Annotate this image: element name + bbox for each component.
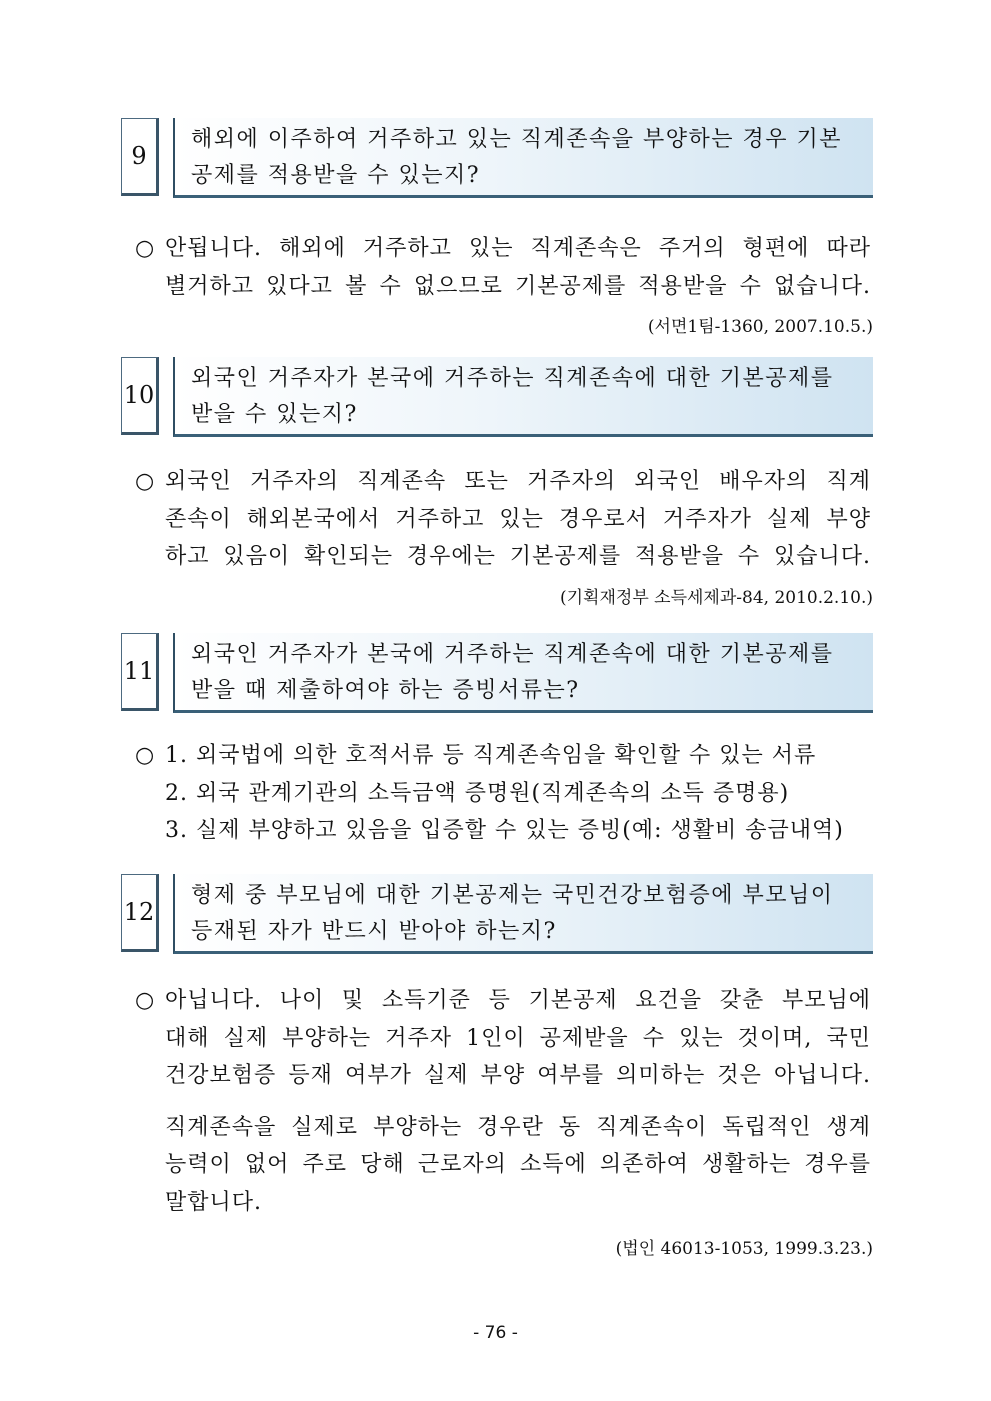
question-header bbox=[121, 633, 873, 715]
question-box bbox=[173, 633, 873, 713]
question-number: 12 bbox=[121, 874, 159, 952]
question-line: 외국인 거주자가 본국에 거주하는 직계존속에 대한 기본공제를 bbox=[191, 366, 834, 391]
question-box bbox=[173, 874, 873, 954]
answer-line: 아닙니다. 나이 및 소득기준 등 기본공제 요건을 갖춘 부모님에 bbox=[165, 988, 871, 1013]
list-item: 3. 실제 부양하고 있음을 입증할 수 있는 증빙(예: 생활비 송금내역) bbox=[165, 818, 844, 843]
question-line: 받을 때 제출하여야 하는 증빙서류는? bbox=[191, 678, 580, 703]
answer-line: 안됩니다. 해외에 거주하고 있는 직계존속은 주거의 형편에 따라 bbox=[165, 236, 871, 261]
answer bbox=[121, 230, 873, 347]
bullet-circle-icon: ○ bbox=[135, 988, 155, 1013]
question-number: 9 bbox=[121, 118, 159, 196]
question-line: 형제 중 부모님에 대한 기본공제는 국민건강보험증에 부모님이 bbox=[191, 883, 834, 908]
answer-line: 별거하고 있다고 볼 수 없으므로 기본공제를 적용받을 수 없습니다. bbox=[165, 273, 871, 299]
answer bbox=[121, 982, 873, 1269]
answer-list bbox=[121, 737, 873, 850]
question-header bbox=[121, 874, 873, 956]
qa-item-9 bbox=[121, 118, 873, 347]
answer-line: 건강보험증 등재 여부가 실제 부양 여부를 의미하는 것은 아닙니다. bbox=[165, 1063, 871, 1088]
question-line: 해외에 이주하여 거주하고 있는 직계존속을 부양하는 경우 기본 bbox=[191, 127, 843, 152]
question-line: 등재된 자가 반드시 받아야 하는지? bbox=[191, 919, 557, 944]
answer-line: 말합니다. bbox=[165, 1189, 263, 1215]
bullet-circle-icon: ○ bbox=[135, 236, 155, 261]
bullet-circle-icon: ○ bbox=[135, 469, 155, 494]
reference-citation: (법인 46013-1053, 1999.3.23.) bbox=[615, 1239, 873, 1259]
reference-citation: (기획재정부 소득세제과-84, 2010.2.10.) bbox=[560, 587, 873, 608]
bullet-circle-icon: ○ bbox=[135, 743, 155, 768]
answer-line: 직계존속을 실제로 부양하는 경우란 동 직계존속이 독립적인 생계 bbox=[165, 1114, 871, 1140]
qa-item-11 bbox=[121, 633, 873, 850]
question-box bbox=[173, 357, 873, 437]
answer-line: 대해 실제 부양하는 거주자 1인이 공제받을 수 있는 것이며, 국민 bbox=[165, 1025, 871, 1051]
question-number: 11 bbox=[121, 633, 159, 711]
answer-line: 하고 있음이 확인되는 경우에는 기본공제를 적용받을 수 있습니다. bbox=[165, 544, 871, 569]
question-box bbox=[173, 118, 873, 198]
list-item: 2. 외국 관계기관의 소득금액 증명원(직계존속의 소득 증명용) bbox=[165, 780, 790, 806]
answer-line: 능력이 없어 주로 당해 근로자의 소득에 의존하여 생활하는 경우를 bbox=[165, 1152, 871, 1177]
reference-citation: (서면1팀-1360, 2007.10.5.) bbox=[647, 317, 873, 337]
answer-line: 외국인 거주자의 직계존속 또는 거주자의 외국인 배우자의 직계 bbox=[165, 469, 871, 494]
question-line: 공제를 적용받을 수 있는지? bbox=[191, 163, 481, 188]
answer bbox=[121, 463, 873, 617]
qa-item-12 bbox=[121, 874, 873, 1269]
question-number: 10 bbox=[121, 357, 159, 435]
question-header bbox=[121, 118, 873, 200]
question-line: 외국인 거주자가 본국에 거주하는 직계존속에 대한 기본공제를 bbox=[191, 642, 834, 667]
list-item: 1. 외국법에 의한 호적서류 등 직계존속임을 확인할 수 있는 서류 bbox=[165, 743, 817, 768]
question-header bbox=[121, 357, 873, 439]
qa-item-10 bbox=[121, 357, 873, 617]
answer-line: 존속이 해외본국에서 거주하고 있는 경우로서 거주자가 실제 부양 bbox=[165, 506, 871, 532]
page-number: - 76 - bbox=[473, 1323, 518, 1343]
question-line: 받을 수 있는지? bbox=[191, 402, 358, 427]
